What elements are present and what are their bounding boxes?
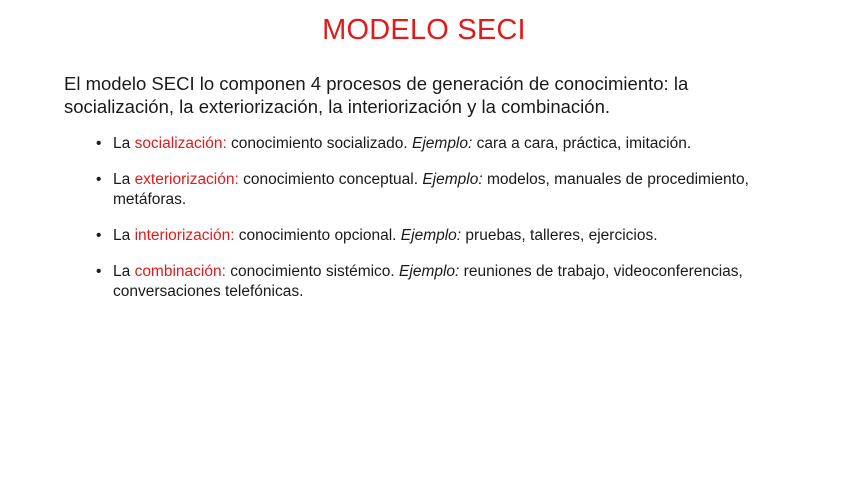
example-text: pruebas, talleres, ejercicios.	[461, 227, 658, 244]
item-prefix: La	[113, 263, 135, 280]
example-label: Ejemplo:	[412, 135, 473, 152]
slide-title: MODELO SECI	[322, 14, 526, 46]
example-text: reuniones de trabajo, videoconferencias, conversaciones telefónicas.	[113, 263, 743, 300]
list-item-exteriorizacion	[96, 170, 796, 210]
item-term: interiorización:	[134, 227, 235, 244]
item-prefix: La	[113, 135, 135, 152]
item-description: conocimiento conceptual.	[238, 171, 423, 188]
intro-paragraph: El modelo SECI lo componen 4 procesos de generación de conocimiento: la socialización, la exteriorización, la interiorización y la combinación.	[64, 73, 689, 117]
bullet-icon: •	[96, 263, 102, 280]
item-term: socialización:	[134, 135, 227, 152]
list-item-socializacion	[96, 134, 796, 154]
item-term: exteriorización:	[134, 171, 239, 188]
example-label: Ejemplo:	[400, 227, 462, 244]
example-label: Ejemplo:	[399, 263, 460, 280]
bullet-icon: •	[96, 227, 102, 244]
item-description: conocimiento sistémico.	[225, 263, 400, 280]
bullet-icon: •	[96, 135, 102, 152]
bullet-icon: •	[96, 171, 102, 188]
item-term: combinación:	[134, 263, 226, 280]
item-prefix: La	[113, 227, 135, 244]
item-description: conocimiento socializado.	[226, 135, 412, 152]
list-item-interiorizacion	[96, 226, 796, 246]
example-text: cara a cara, práctica, imitación.	[472, 135, 692, 152]
example-label: Ejemplo:	[422, 171, 483, 188]
example-text: modelos, manuales de procedimiento, metáforas.	[113, 171, 749, 208]
list-item-combinacion	[96, 262, 796, 302]
process-list	[96, 134, 796, 318]
item-description: conocimiento opcional.	[234, 227, 401, 244]
item-prefix: La	[113, 171, 135, 188]
